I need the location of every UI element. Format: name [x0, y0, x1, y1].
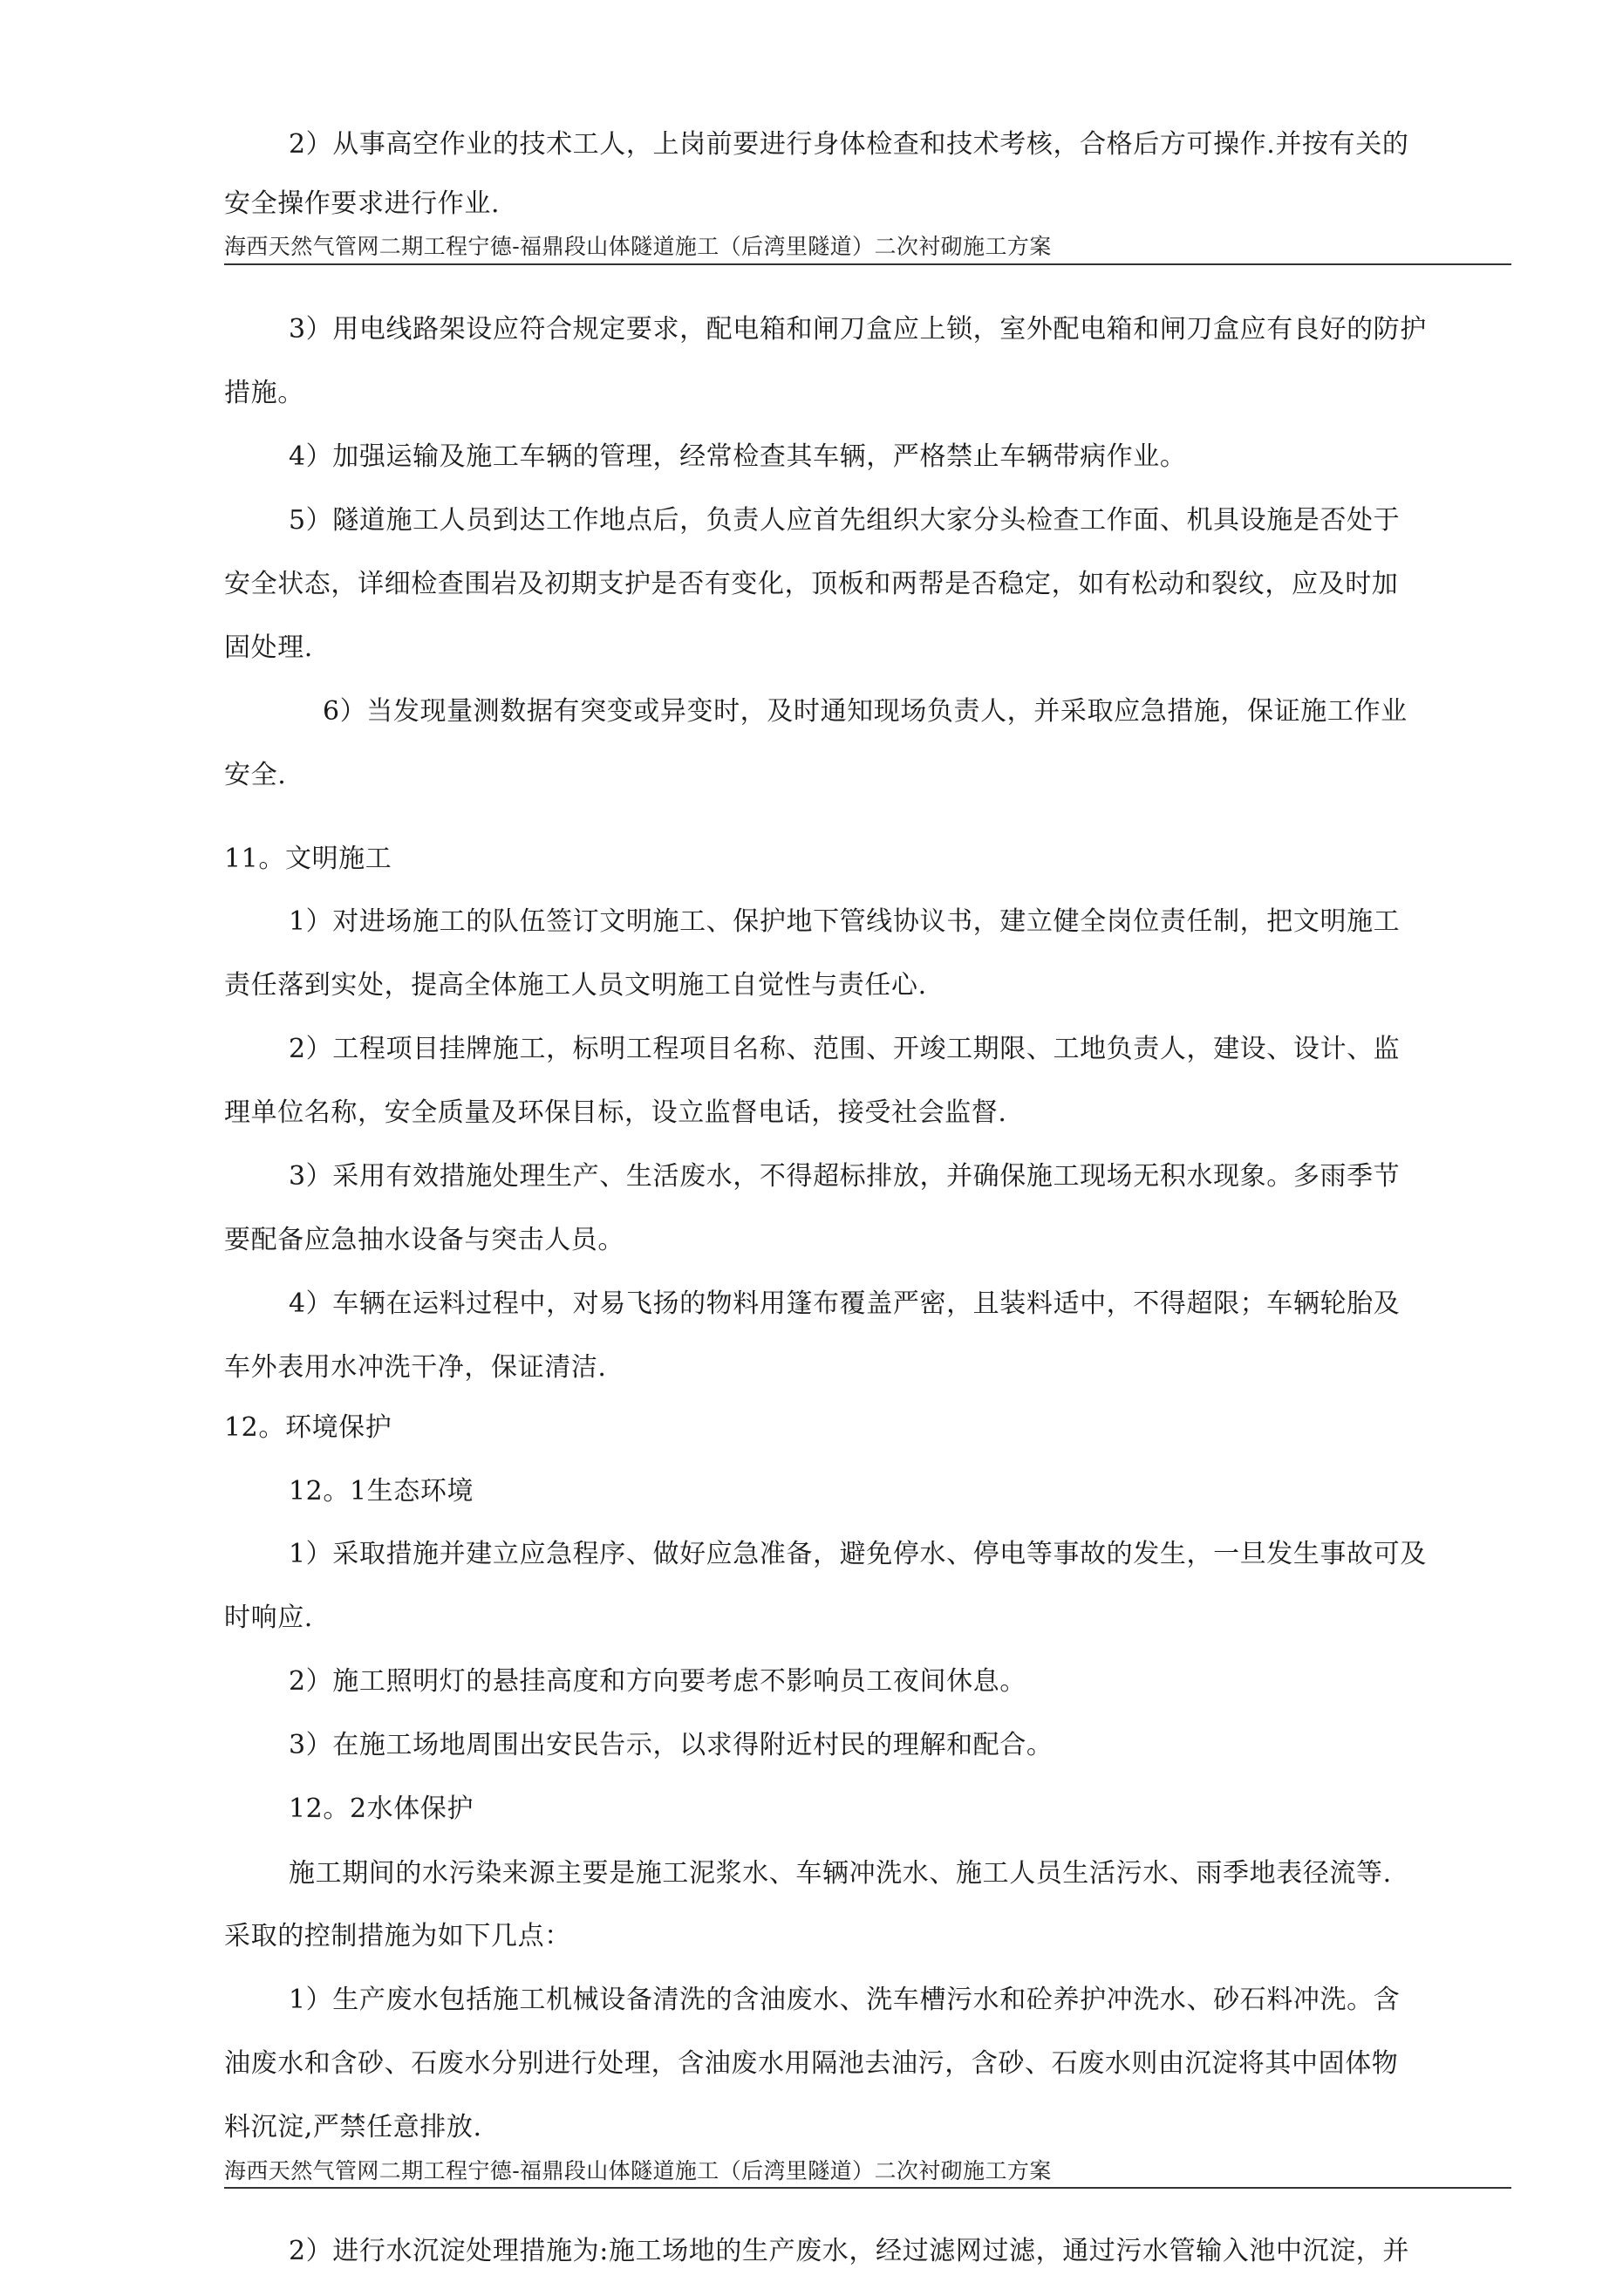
header-rule: [224, 263, 1511, 265]
paragraph-line: 要配备应急抽水设备与突击人员。: [224, 1225, 624, 1255]
paragraph-line: 施工期间的水污染来源主要是施工泥浆水、车辆冲洗水、施工人员生活污水、雨季地表径流等.: [289, 1858, 1392, 1889]
paragraph-line: 采取的控制措施为如下几点：: [224, 1921, 571, 1951]
paragraph-line: 1）生产废水包括施工机械设备清洗的含油废水、洗车槽污水和砼养护冲洗水、砂石料冲洗。含: [289, 1985, 1401, 2015]
subsection-heading: 12。1生态环境: [289, 1476, 474, 1507]
section-heading: 12。环境保护: [224, 1412, 392, 1443]
paragraph-line: 1）对进场施工的队伍签订文明施工、保护地下管线协议书，建立健全岗位责任制，把文明施工: [289, 906, 1401, 937]
paragraph-line: 固处理.: [224, 632, 313, 663]
paragraph-line: 安全操作要求进行作业.: [224, 188, 501, 219]
paragraph-line: 理单位名称，安全质量及环保目标，设立监督电话，接受社会监督.: [224, 1097, 1007, 1128]
paragraph-line: 3）在施工场地周围出安民告示，以求得附近村民的理解和配合。: [289, 1730, 1054, 1760]
paragraph-line: 措施。: [224, 378, 304, 408]
paragraph-line: 安全.: [224, 760, 287, 790]
paragraph-line: 6）当发现量测数据有突变或异变时，及时通知现场负责人，并采取应急措施，保证施工作业: [323, 696, 1408, 727]
paragraph-line: 3）采用有效措施处理生产、生活废水，不得超标排放，并确保施工现场无积水现象。多雨季节: [289, 1161, 1401, 1192]
subsection-heading: 12。2水体保护: [289, 1794, 474, 1824]
paragraph-line: 5）隧道施工人员到达工作地点后，负责人应首先组织大家分头检查工作面、机具设施是否处于: [289, 505, 1401, 536]
paragraph-line: 2）从事高空作业的技术工人，上岗前要进行身体检查和技术考核，合格后方可操作.并按有关的: [289, 129, 1409, 160]
paragraph-line: 3）用电线路架设应符合规定要求，配电箱和闸刀盒应上锁，室外配电箱和闸刀盒应有良好的防护: [289, 314, 1427, 345]
paragraph-line: 油废水和含砂、石废水分别进行处理，含油废水用隔池去油污，含砂、石废水则由沉淀将其中固体物: [224, 2048, 1399, 2079]
paragraph-line: 责任落到实处，提高全体施工人员文明施工自觉性与责任心.: [224, 970, 927, 1001]
running-header: 海西天然气管网二期工程宁德-福鼎段山体隧道施工（后湾里隧道）二次衬砌施工方案: [224, 234, 1052, 259]
paragraph-line: 2）工程项目挂牌施工，标明工程项目名称、范围、开竣工期限、工地负责人，建设、设计、监: [289, 1034, 1401, 1064]
paragraph-line: 时响应.: [224, 1602, 313, 1633]
paragraph-line: 2）进行水沉淀处理措施为:施工场地的生产废水，经过滤网过滤，通过污水管输入池中沉淀，并: [289, 2236, 1409, 2266]
paragraph-line: 4）车辆在运料过程中，对易飞扬的物料用篷布覆盖严密，且装料适中，不得超限；车辆轮胎及: [289, 1288, 1401, 1319]
paragraph-line: 安全状态，详细检查围岩及初期支护是否有变化，顶板和两帮是否稳定，如有松动和裂纹，应及时加: [224, 569, 1399, 599]
running-header: 海西天然气管网二期工程宁德-福鼎段山体隧道施工（后湾里隧道）二次衬砌施工方案: [224, 2158, 1052, 2183]
paragraph-line: 料沉淀,严禁任意排放.: [224, 2112, 482, 2142]
header-rule: [224, 2187, 1511, 2189]
paragraph-line: 4）加强运输及施工车辆的管理，经常检查其车辆，严格禁止车辆带病作业。: [289, 441, 1187, 472]
paragraph-line: 2）施工照明灯的悬挂高度和方向要考虑不影响员工夜间休息。: [289, 1666, 1026, 1697]
section-heading: 11。文明施工: [224, 844, 392, 874]
paragraph-line: 1）采取措施并建立应急程序、做好应急准备，避免停水、停电等事故的发生，一旦发生事故可及: [289, 1539, 1427, 1569]
paragraph-line: 车外表用水冲洗干净，保证清洁.: [224, 1352, 607, 1383]
